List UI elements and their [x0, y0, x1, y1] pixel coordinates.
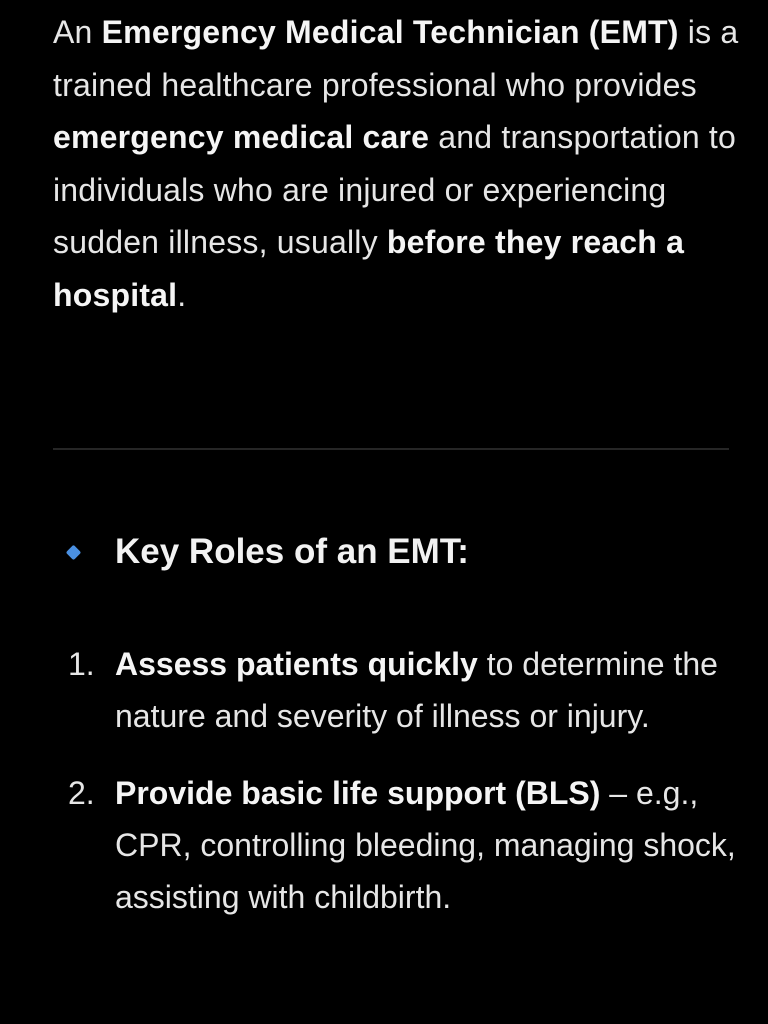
list-item-rest: to determine the nature and severity of illness or injury. — [115, 646, 718, 734]
list-item-bold: Provide basic life support (BLS) — [115, 775, 601, 811]
response-content — [53, 0, 743, 321]
intro-paragraph — [53, 0, 743, 321]
list-item-text — [115, 638, 748, 742]
intro-bold-phrase: before they reach a hospital — [53, 224, 685, 313]
intro-text: and transportation to individuals who are injured or experiencing sudden illness, usually — [53, 119, 737, 260]
intro-text: . — [177, 276, 187, 313]
horizontal-divider — [53, 448, 729, 450]
roles-list — [68, 638, 748, 948]
list-item-bold: Assess patients quickly — [115, 646, 478, 682]
intro-bold-phrase: emergency medical care — [53, 119, 430, 155]
list-item-rest: – e.g., CPR, controlling bleeding, managing shock, assisting with childbirth. — [115, 775, 736, 915]
diamond-bullet-icon — [66, 544, 82, 560]
list-item-number: 1. — [68, 646, 95, 682]
section-heading-text: Key Roles of an EMT: — [115, 532, 469, 571]
list-item — [68, 638, 748, 742]
section-heading — [68, 532, 469, 572]
intro-text: An — [53, 14, 102, 50]
intro-text: is a trained healthcare professional who provides — [53, 14, 739, 103]
list-item-number: 2. — [68, 775, 95, 811]
intro-bold-term: Emergency Medical Technician (EMT) — [101, 14, 679, 50]
list-item-text — [115, 767, 748, 923]
list-item — [68, 767, 748, 923]
